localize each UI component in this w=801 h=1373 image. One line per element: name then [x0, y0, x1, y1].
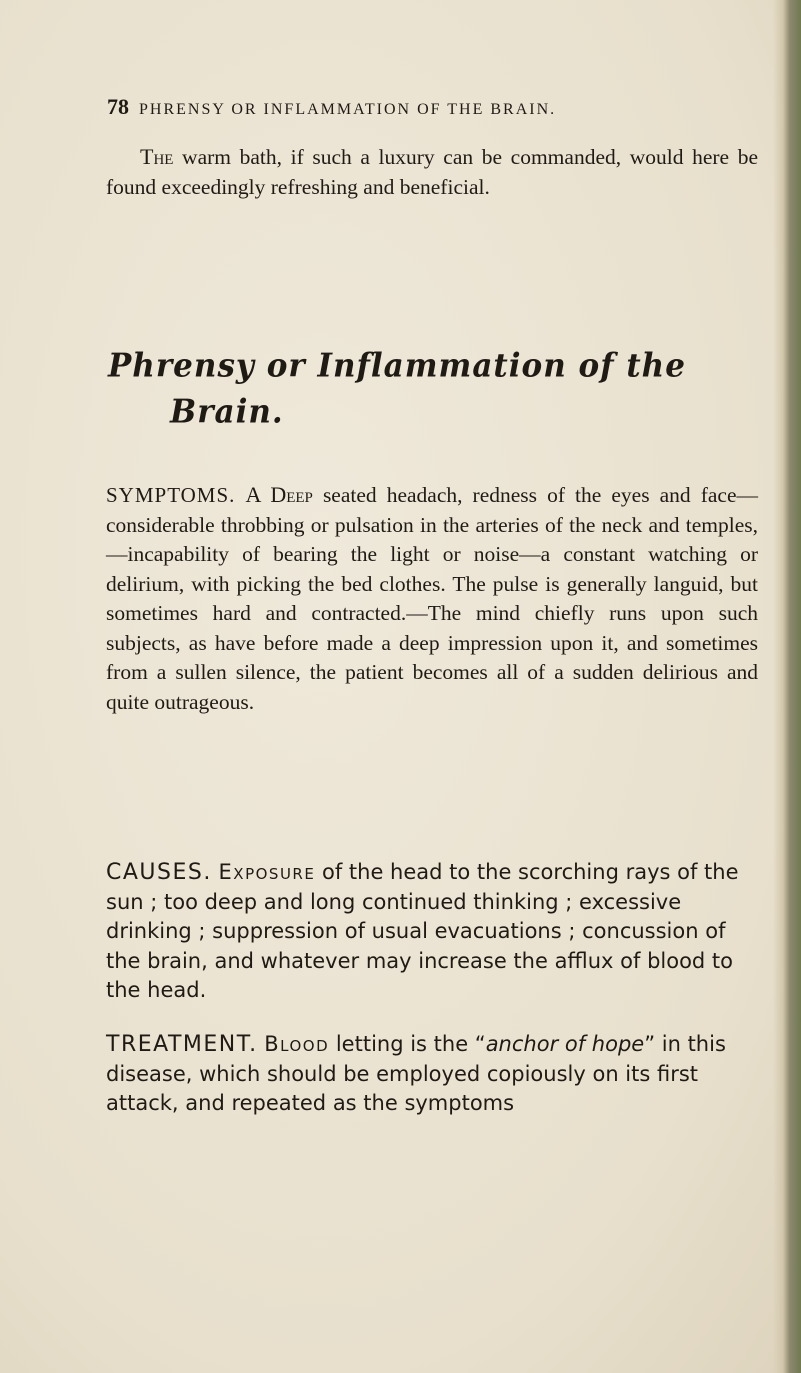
symptoms-lead: A Deep [245, 482, 313, 507]
causes-paragraph [106, 858, 758, 1006]
running-head [107, 92, 667, 122]
intro-paragraph [106, 142, 758, 202]
symptoms-paragraph [106, 480, 758, 717]
treatment-lead: Blood [264, 1032, 330, 1056]
treatment-italic-phrase: anchor of hope [485, 1032, 645, 1056]
page-number: 78 [107, 94, 129, 119]
causes-label: CAUSES. [106, 860, 212, 885]
symptoms-label: SYMPTOMS. [106, 483, 236, 507]
causes-lead: Exposure [218, 860, 316, 884]
causes-text: of the head to the scorching rays of the sun ; too deep and long continued thinking ; excessive drinking ; suppression of usual evacuations ; concussion of the brain, and whatever may increase the afflux of blood to the head. [106, 860, 739, 1002]
section-heading [108, 343, 748, 435]
symptoms-text: seated headach, redness of the eyes and face—considerable throbbing or pulsation in the arteries of the neck and temples,—incapability of bearing the light or noise—a constant watching or delirium, with picking the bed clothes. The pulse is generally languid, but sometimes hard and contracted.—The mind chiefly runs upon such subjects, as have before made a deep impression upon it, and sometimes from a sullen silence, the patient becomes all of a sudden delirious and quite outrageous. [106, 483, 759, 714]
treatment-label: TREATMENT. [106, 1032, 258, 1057]
intro-text: warm bath, if such a luxury can be commanded, would here be found exceedingly refreshing and beneficial. [106, 145, 758, 199]
treatment-paragraph [106, 1030, 758, 1119]
treatment-text-after: ” in this disease, which should be employed copiously on its first attack, and repeated as the symptoms [106, 1032, 726, 1115]
section-heading-line1: Phrensy or Inflammation of the [108, 347, 686, 385]
page-edge [773, 0, 801, 1373]
intro-lead: The [140, 144, 174, 169]
section-heading-line2: Brain. [170, 393, 284, 431]
running-head-title: PHRENSY OR INFLAMMATION OF THE BRAIN. [139, 101, 557, 118]
treatment-text-before: letting is the “ [329, 1032, 486, 1056]
